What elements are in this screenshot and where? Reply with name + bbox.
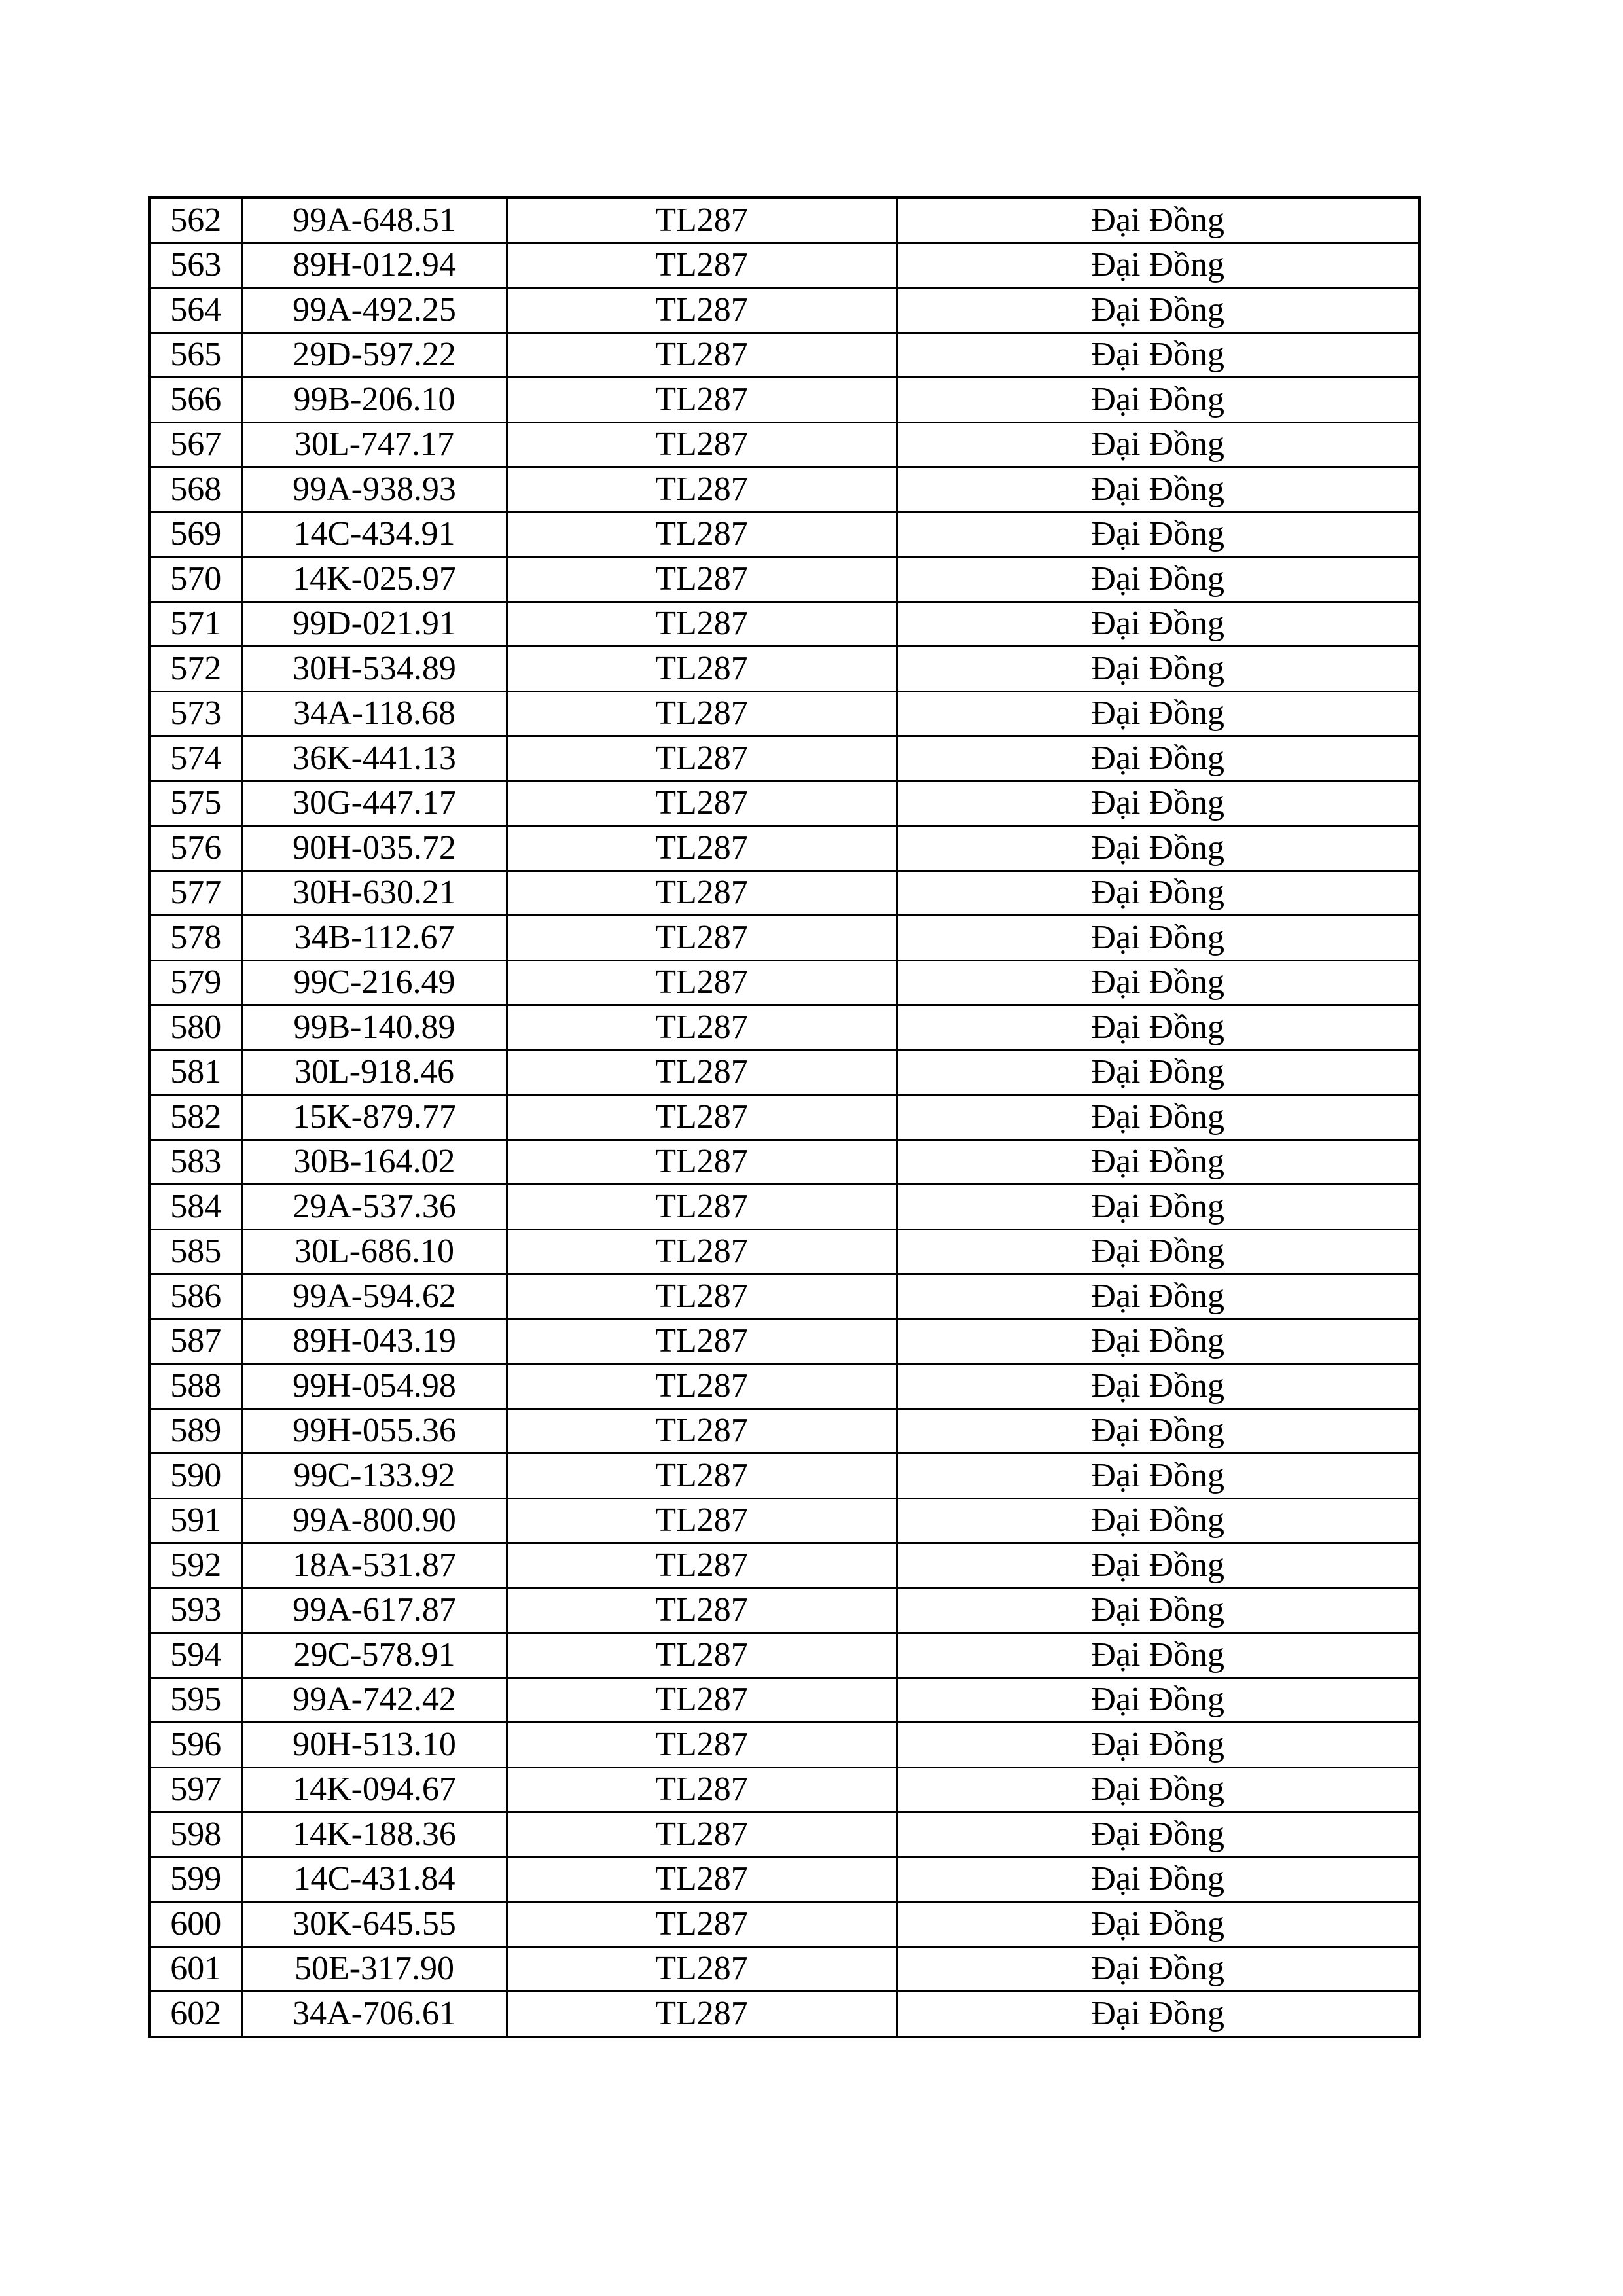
license-plate-cell: 99B-206.10 — [242, 378, 507, 423]
license-plate-cell: 99A-648.51 — [242, 198, 507, 243]
table-row — [149, 1812, 1419, 1857]
license-plate-cell: 99D-021.91 — [242, 601, 507, 647]
row-index-cell: 569 — [149, 512, 242, 557]
records-table — [148, 196, 1421, 2038]
area-cell: Đại Đồng — [897, 1408, 1419, 1454]
table-row — [149, 1767, 1419, 1812]
row-index-cell: 599 — [149, 1857, 242, 1902]
area-cell: Đại Đồng — [897, 422, 1419, 467]
license-plate-cell: 36K-441.13 — [242, 736, 507, 781]
license-plate-cell: 99H-054.98 — [242, 1364, 507, 1409]
row-index-cell: 562 — [149, 198, 242, 243]
license-plate-cell: 99A-594.62 — [242, 1274, 507, 1319]
area-cell: Đại Đồng — [897, 1677, 1419, 1723]
row-index-cell: 587 — [149, 1319, 242, 1364]
row-index-cell: 568 — [149, 467, 242, 512]
road-cell: TL287 — [507, 1498, 897, 1543]
road-cell: TL287 — [507, 557, 897, 602]
table-row — [149, 243, 1419, 288]
area-cell: Đại Đồng — [897, 198, 1419, 243]
road-cell: TL287 — [507, 1050, 897, 1095]
area-cell: Đại Đồng — [897, 1992, 1419, 2037]
area-cell: Đại Đồng — [897, 378, 1419, 423]
road-cell: TL287 — [507, 1992, 897, 2037]
road-cell: TL287 — [507, 1095, 897, 1140]
area-cell: Đại Đồng — [897, 1543, 1419, 1588]
row-index-cell: 584 — [149, 1185, 242, 1230]
road-cell: TL287 — [507, 1319, 897, 1364]
row-index-cell: 580 — [149, 1005, 242, 1050]
area-cell: Đại Đồng — [897, 1095, 1419, 1140]
area-cell: Đại Đồng — [897, 1229, 1419, 1274]
table-row — [149, 916, 1419, 961]
row-index-cell: 591 — [149, 1498, 242, 1543]
row-index-cell: 593 — [149, 1588, 242, 1633]
area-cell: Đại Đồng — [897, 467, 1419, 512]
license-plate-cell: 30H-534.89 — [242, 647, 507, 692]
road-cell: TL287 — [507, 1408, 897, 1454]
row-index-cell: 571 — [149, 601, 242, 647]
area-cell: Đại Đồng — [897, 1723, 1419, 1768]
table-row — [149, 1902, 1419, 1947]
table-row — [149, 1946, 1419, 1992]
license-plate-cell: 99A-938.93 — [242, 467, 507, 512]
license-plate-cell: 14K-025.97 — [242, 557, 507, 602]
area-cell: Đại Đồng — [897, 691, 1419, 736]
row-index-cell: 573 — [149, 691, 242, 736]
license-plate-cell: 99B-140.89 — [242, 1005, 507, 1050]
area-cell: Đại Đồng — [897, 870, 1419, 916]
table-row — [149, 1408, 1419, 1454]
table-row — [149, 1005, 1419, 1050]
row-index-cell: 566 — [149, 378, 242, 423]
area-cell: Đại Đồng — [897, 332, 1419, 378]
road-cell: TL287 — [507, 1229, 897, 1274]
table-row — [149, 198, 1419, 243]
row-index-cell: 588 — [149, 1364, 242, 1409]
road-cell: TL287 — [507, 1902, 897, 1947]
row-index-cell: 585 — [149, 1229, 242, 1274]
area-cell: Đại Đồng — [897, 512, 1419, 557]
road-cell: TL287 — [507, 198, 897, 243]
road-cell: TL287 — [507, 422, 897, 467]
row-index-cell: 574 — [149, 736, 242, 781]
table-row — [149, 1588, 1419, 1633]
road-cell: TL287 — [507, 1454, 897, 1499]
license-plate-cell: 18A-531.87 — [242, 1543, 507, 1588]
road-cell: TL287 — [507, 512, 897, 557]
road-cell: TL287 — [507, 1588, 897, 1633]
license-plate-cell: 30L-747.17 — [242, 422, 507, 467]
table-row — [149, 467, 1419, 512]
area-cell: Đại Đồng — [897, 1139, 1419, 1185]
road-cell: TL287 — [507, 781, 897, 826]
table-row — [149, 332, 1419, 378]
area-cell: Đại Đồng — [897, 557, 1419, 602]
license-plate-cell: 29D-597.22 — [242, 332, 507, 378]
road-cell: TL287 — [507, 916, 897, 961]
row-index-cell: 564 — [149, 288, 242, 333]
table-row — [149, 422, 1419, 467]
license-plate-cell: 99A-800.90 — [242, 1498, 507, 1543]
license-plate-cell: 99H-055.36 — [242, 1408, 507, 1454]
license-plate-cell: 89H-043.19 — [242, 1319, 507, 1364]
area-cell: Đại Đồng — [897, 601, 1419, 647]
row-index-cell: 589 — [149, 1408, 242, 1454]
road-cell: TL287 — [507, 378, 897, 423]
table-row — [149, 1857, 1419, 1902]
license-plate-cell: 99A-617.87 — [242, 1588, 507, 1633]
row-index-cell: 570 — [149, 557, 242, 602]
road-cell: TL287 — [507, 647, 897, 692]
table-row — [149, 378, 1419, 423]
road-cell: TL287 — [507, 1812, 897, 1857]
license-plate-cell: 30B-164.02 — [242, 1139, 507, 1185]
table-row — [149, 1050, 1419, 1095]
road-cell: TL287 — [507, 1274, 897, 1319]
area-cell: Đại Đồng — [897, 1498, 1419, 1543]
table-row — [149, 1274, 1419, 1319]
road-cell: TL287 — [507, 1857, 897, 1902]
road-cell: TL287 — [507, 601, 897, 647]
table-row — [149, 781, 1419, 826]
license-plate-cell: 30L-686.10 — [242, 1229, 507, 1274]
row-index-cell: 592 — [149, 1543, 242, 1588]
road-cell: TL287 — [507, 1139, 897, 1185]
road-cell: TL287 — [507, 1767, 897, 1812]
area-cell: Đại Đồng — [897, 647, 1419, 692]
license-plate-cell: 29A-537.36 — [242, 1185, 507, 1230]
row-index-cell: 575 — [149, 781, 242, 826]
row-index-cell: 602 — [149, 1992, 242, 2037]
area-cell: Đại Đồng — [897, 1812, 1419, 1857]
row-index-cell: 596 — [149, 1723, 242, 1768]
license-plate-cell: 34A-706.61 — [242, 1992, 507, 2037]
table-row — [149, 1364, 1419, 1409]
table-row — [149, 1498, 1419, 1543]
license-plate-cell: 99A-742.42 — [242, 1677, 507, 1723]
table-row — [149, 736, 1419, 781]
table-row — [149, 512, 1419, 557]
area-cell: Đại Đồng — [897, 1454, 1419, 1499]
license-plate-cell: 15K-879.77 — [242, 1095, 507, 1140]
row-index-cell: 572 — [149, 647, 242, 692]
table-row — [149, 288, 1419, 333]
table-row — [149, 1677, 1419, 1723]
license-plate-cell: 34B-112.67 — [242, 916, 507, 961]
area-cell: Đại Đồng — [897, 1767, 1419, 1812]
road-cell: TL287 — [507, 870, 897, 916]
row-index-cell: 567 — [149, 422, 242, 467]
row-index-cell: 594 — [149, 1633, 242, 1678]
area-cell: Đại Đồng — [897, 826, 1419, 871]
row-index-cell: 598 — [149, 1812, 242, 1857]
license-plate-cell: 30L-918.46 — [242, 1050, 507, 1095]
table-row — [149, 826, 1419, 871]
table-row — [149, 1543, 1419, 1588]
table-row — [149, 1454, 1419, 1499]
row-index-cell: 577 — [149, 870, 242, 916]
table-row — [149, 1319, 1419, 1364]
license-plate-cell: 34A-118.68 — [242, 691, 507, 736]
table-row — [149, 557, 1419, 602]
row-index-cell: 590 — [149, 1454, 242, 1499]
row-index-cell: 576 — [149, 826, 242, 871]
license-plate-cell: 89H-012.94 — [242, 243, 507, 288]
records-table-body — [149, 198, 1419, 2037]
road-cell: TL287 — [507, 243, 897, 288]
area-cell: Đại Đồng — [897, 1185, 1419, 1230]
license-plate-cell: 14C-431.84 — [242, 1857, 507, 1902]
area-cell: Đại Đồng — [897, 1588, 1419, 1633]
license-plate-cell: 30K-645.55 — [242, 1902, 507, 1947]
road-cell: TL287 — [507, 1185, 897, 1230]
license-plate-cell: 50E-317.90 — [242, 1946, 507, 1992]
row-index-cell: 583 — [149, 1139, 242, 1185]
area-cell: Đại Đồng — [897, 1319, 1419, 1364]
road-cell: TL287 — [507, 960, 897, 1005]
road-cell: TL287 — [507, 1543, 897, 1588]
row-index-cell: 563 — [149, 243, 242, 288]
table-row — [149, 1229, 1419, 1274]
road-cell: TL287 — [507, 467, 897, 512]
license-plate-cell: 99A-492.25 — [242, 288, 507, 333]
row-index-cell: 600 — [149, 1902, 242, 1947]
table-row — [149, 870, 1419, 916]
area-cell: Đại Đồng — [897, 1902, 1419, 1947]
road-cell: TL287 — [507, 1946, 897, 1992]
row-index-cell: 579 — [149, 960, 242, 1005]
area-cell: Đại Đồng — [897, 1857, 1419, 1902]
license-plate-cell: 14K-188.36 — [242, 1812, 507, 1857]
area-cell: Đại Đồng — [897, 1005, 1419, 1050]
road-cell: TL287 — [507, 332, 897, 378]
road-cell: TL287 — [507, 1005, 897, 1050]
road-cell: TL287 — [507, 1677, 897, 1723]
row-index-cell: 582 — [149, 1095, 242, 1140]
road-cell: TL287 — [507, 736, 897, 781]
license-plate-cell: 29C-578.91 — [242, 1633, 507, 1678]
area-cell: Đại Đồng — [897, 916, 1419, 961]
license-plate-cell: 99C-216.49 — [242, 960, 507, 1005]
license-plate-cell: 30G-447.17 — [242, 781, 507, 826]
road-cell: TL287 — [507, 1723, 897, 1768]
row-index-cell: 601 — [149, 1946, 242, 1992]
table-row — [149, 1185, 1419, 1230]
area-cell: Đại Đồng — [897, 1050, 1419, 1095]
area-cell: Đại Đồng — [897, 960, 1419, 1005]
road-cell: TL287 — [507, 288, 897, 333]
license-plate-cell: 99C-133.92 — [242, 1454, 507, 1499]
area-cell: Đại Đồng — [897, 1274, 1419, 1319]
road-cell: TL287 — [507, 691, 897, 736]
table-row — [149, 1139, 1419, 1185]
area-cell: Đại Đồng — [897, 1633, 1419, 1678]
row-index-cell: 597 — [149, 1767, 242, 1812]
area-cell: Đại Đồng — [897, 243, 1419, 288]
area-cell: Đại Đồng — [897, 1946, 1419, 1992]
license-plate-cell: 90H-513.10 — [242, 1723, 507, 1768]
table-row — [149, 960, 1419, 1005]
road-cell: TL287 — [507, 1364, 897, 1409]
table-row — [149, 691, 1419, 736]
row-index-cell: 586 — [149, 1274, 242, 1319]
license-plate-cell: 14K-094.67 — [242, 1767, 507, 1812]
table-row — [149, 1992, 1419, 2037]
license-plate-cell: 14C-434.91 — [242, 512, 507, 557]
road-cell: TL287 — [507, 826, 897, 871]
row-index-cell: 578 — [149, 916, 242, 961]
road-cell: TL287 — [507, 1633, 897, 1678]
table-row — [149, 1633, 1419, 1678]
row-index-cell: 581 — [149, 1050, 242, 1095]
row-index-cell: 595 — [149, 1677, 242, 1723]
area-cell: Đại Đồng — [897, 288, 1419, 333]
table-row — [149, 601, 1419, 647]
table-row — [149, 647, 1419, 692]
table-row — [149, 1095, 1419, 1140]
area-cell: Đại Đồng — [897, 781, 1419, 826]
row-index-cell: 565 — [149, 332, 242, 378]
area-cell: Đại Đồng — [897, 736, 1419, 781]
area-cell: Đại Đồng — [897, 1364, 1419, 1409]
table-row — [149, 1723, 1419, 1768]
license-plate-cell: 90H-035.72 — [242, 826, 507, 871]
license-plate-cell: 30H-630.21 — [242, 870, 507, 916]
